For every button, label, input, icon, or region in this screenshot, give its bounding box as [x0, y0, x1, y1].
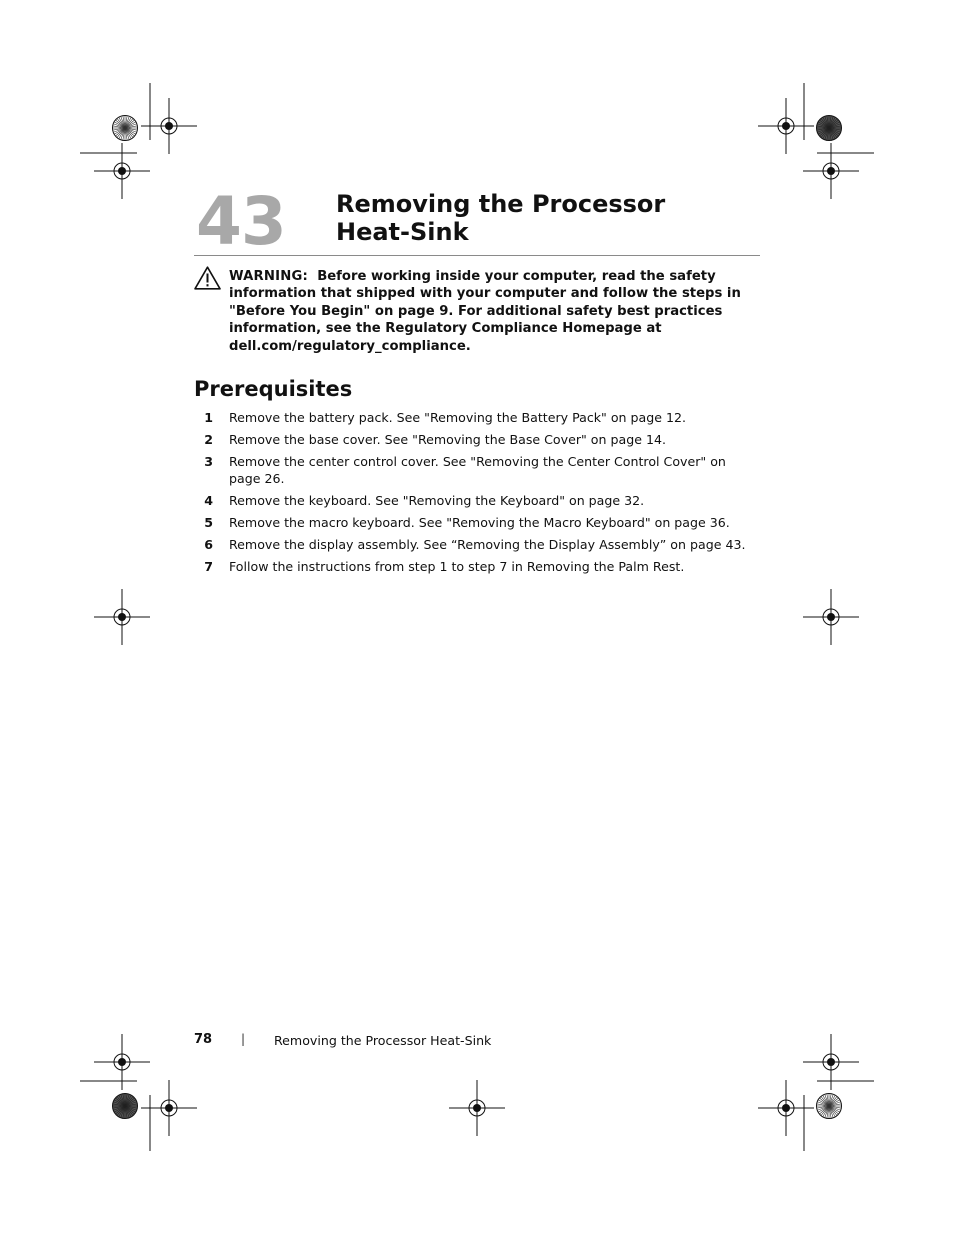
warning-note — [229, 268, 759, 355]
registration-crosshair-icon — [803, 143, 859, 199]
warning-text: Before working inside your computer, read the safety information that shipped with your computer and follow the steps in "Before You Begin" on page 9. For additional safety best practices information, see the Regulatory Compliance Homepage at dell.com/regulatory_compliance. — [229, 269, 741, 354]
section-heading-prerequisites: Prerequisites — [194, 377, 353, 401]
prerequisites-list — [194, 409, 760, 580]
registration-crosshair-icon — [803, 589, 859, 645]
step-number: 5 — [204, 515, 213, 530]
step-text: Remove the base cover. See "Removing the Base Cover" on page 14. — [229, 432, 666, 447]
chapter-title-line-1: Removing the Processor — [336, 190, 666, 218]
chapter-title — [336, 190, 766, 246]
list-item — [194, 536, 760, 553]
step-text: Follow the instructions from step 1 to step 7 in Removing the Palm Rest. — [229, 559, 685, 574]
registration-crosshair-icon — [94, 1034, 150, 1090]
chapter-title-line-2: Heat-Sink — [336, 218, 469, 246]
starburst-target-icon — [113, 1094, 138, 1119]
list-item — [194, 453, 760, 487]
registration-crosshair-icon — [758, 1080, 814, 1136]
step-text: Remove the keyboard. See "Removing the Keyboard" on page 32. — [229, 493, 645, 508]
registration-crosshair-icon — [141, 1080, 197, 1136]
list-item — [194, 409, 760, 426]
step-number: 2 — [204, 432, 213, 447]
starburst-target-icon — [113, 116, 138, 141]
step-number: 4 — [204, 493, 213, 508]
registration-crosshair-icon — [94, 143, 150, 199]
step-number: 1 — [204, 410, 213, 425]
running-footer-title: Removing the Processor Heat-Sink — [274, 1033, 492, 1048]
registration-crosshair-icon — [449, 1080, 505, 1136]
list-item — [194, 492, 760, 509]
registration-crosshair-icon — [803, 1034, 859, 1090]
list-item — [194, 558, 760, 575]
footer-separator: | — [241, 1032, 246, 1046]
page-number: 78 — [194, 1032, 213, 1047]
warning-label: WARNING: — [229, 269, 308, 284]
warning-triangle-icon — [194, 266, 221, 290]
step-number: 6 — [204, 537, 213, 552]
list-item — [194, 514, 760, 531]
step-text: Remove the battery pack. See "Removing the Battery Pack" on page 12. — [229, 410, 687, 425]
title-divider — [194, 255, 760, 256]
registration-crosshair-icon — [94, 589, 150, 645]
registration-crosshair-icon — [758, 98, 814, 154]
starburst-target-icon — [817, 1094, 842, 1119]
step-text: Remove the display assembly. See “Removing the Display Assembly” on page 43. — [229, 537, 746, 552]
step-number: 7 — [204, 559, 213, 574]
starburst-target-icon — [817, 116, 842, 141]
step-number: 3 — [204, 454, 213, 469]
list-item — [194, 431, 760, 448]
registration-crosshair-icon — [141, 98, 197, 154]
step-text: Remove the macro keyboard. See "Removing the Macro Keyboard" on page 36. — [229, 515, 730, 530]
chapter-number: 43 — [196, 183, 286, 260]
step-text: Remove the center control cover. See "Removing the Center Control Cover" on page 26. — [229, 454, 726, 486]
